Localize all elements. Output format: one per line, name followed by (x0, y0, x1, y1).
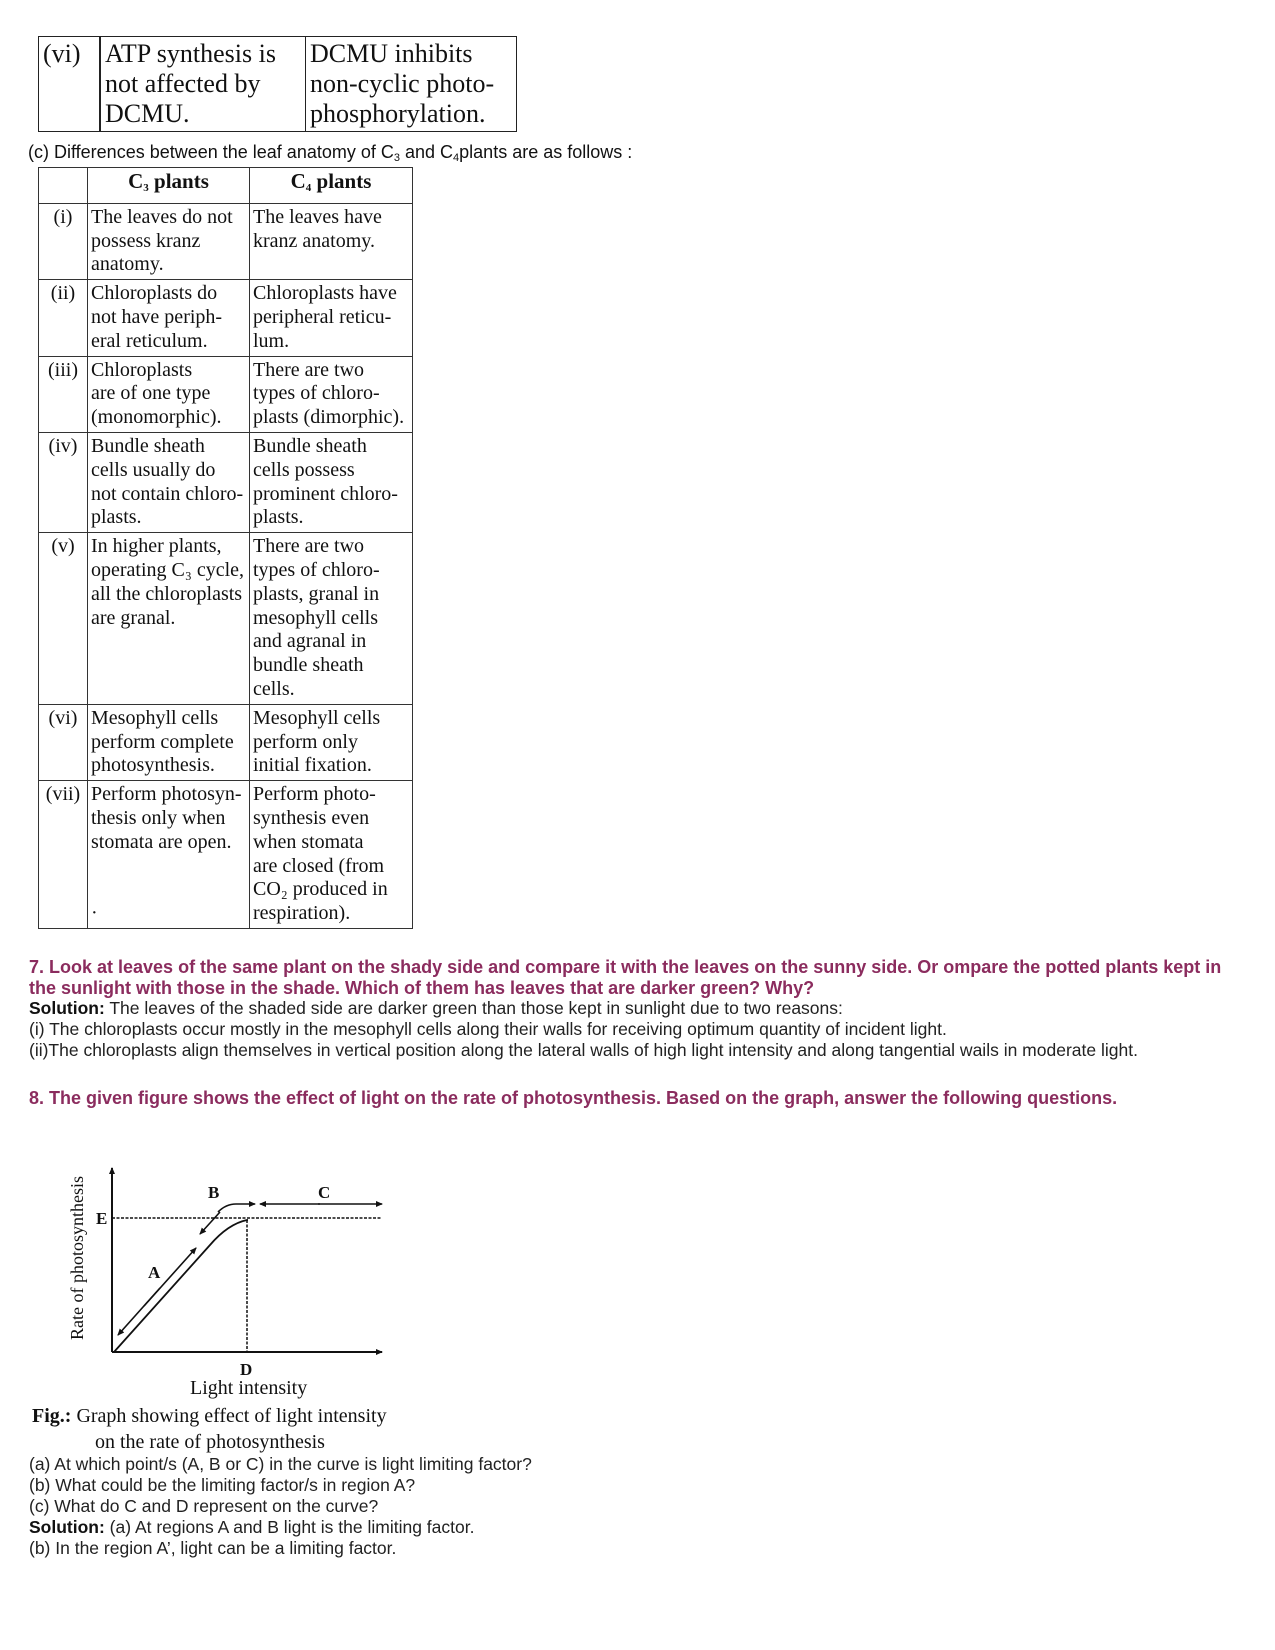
label-c: C (318, 1183, 331, 1202)
cell-line: synthesis even (253, 806, 370, 829)
header-text: C (128, 169, 144, 193)
intro-text: plants are as follows : (459, 142, 633, 162)
header-c4-plants (250, 168, 413, 204)
row-number: (v) (39, 533, 88, 705)
cell-line: thesis only when (91, 806, 226, 829)
top-table-continuation (38, 36, 517, 132)
solution-text: The leaves of the shaded side are darker green than those kept in sunlight due to two reasons: (104, 998, 843, 1018)
table-row (39, 781, 413, 929)
row-number: (iv) (39, 432, 88, 532)
cell-line: all the chloroplasts (91, 582, 243, 605)
cell-line: and agranal in (253, 630, 367, 653)
cell-line: mesophyll cells (253, 606, 378, 629)
c3-cell (88, 533, 250, 705)
section-c-intro (28, 142, 632, 164)
row-number: (ii) (39, 280, 88, 356)
cell-line: Bundle sheath (91, 434, 205, 457)
cell-line: possess kranz (91, 229, 201, 252)
c3-cell (88, 356, 250, 432)
cell-line: The leaves have (253, 205, 382, 228)
cell-line: are closed (from (253, 854, 385, 877)
c4-cell (250, 432, 413, 532)
light-intensity-graph (60, 1140, 400, 1380)
cell-line: initial fixation. (253, 754, 372, 777)
cell-line: kranz anatomy. (253, 229, 375, 252)
cell-line: stomata are open. (91, 830, 232, 853)
cell-line: not have periph- (91, 305, 223, 328)
cell-line: types of chloro- (253, 558, 380, 581)
header-text: C (290, 169, 306, 193)
intro-text: and C (399, 142, 454, 162)
cell-line: There are two (253, 358, 365, 381)
table-row (39, 356, 413, 432)
caption-text: Graph showing effect of light intensity (71, 1405, 387, 1427)
c3-cell (88, 781, 250, 929)
cell-line: In higher plants, (91, 535, 222, 558)
cell-line: cells usually do (91, 458, 216, 481)
caption-bold: Fig.: (32, 1405, 72, 1427)
cell-line: The leaves do not (91, 205, 233, 228)
cell-line: phosphorylation. (310, 99, 486, 128)
table-row (39, 203, 413, 279)
cell-line: Chloroplasts do (91, 282, 218, 305)
c3-cell (88, 280, 250, 356)
cell-line (91, 878, 246, 902)
cell-line: Mesophyll cells (253, 706, 381, 729)
cell-line: perform complete (91, 730, 234, 753)
c4-cell (250, 203, 413, 279)
cell-line: plasts, granal in (253, 582, 380, 605)
cell-line: Chloroplasts have (253, 282, 397, 305)
c4-cell (250, 356, 413, 432)
question-8-solution-a (29, 1517, 474, 1538)
question-7-reason-2: (ii)The chloroplasts align themselves in vertical position along the lateral walls of high light intensity and along tangential wails in moderate light. (29, 1040, 1138, 1060)
cell-line: DCMU. (105, 99, 190, 128)
c4-cell (306, 37, 517, 132)
question-7-line-2: the sunlight with those in the shade. Which of them has leaves that are darker green? Why? (29, 978, 815, 998)
cell-line: eral reticulum. (91, 329, 208, 352)
c4-cell (250, 704, 413, 780)
c4-cell (250, 280, 413, 356)
cell-line (91, 855, 246, 879)
c3-c4-comparison-table (38, 167, 413, 929)
header-c3-plants (88, 168, 250, 204)
cell-line: when stomata (253, 830, 364, 853)
subscript: 3 (393, 152, 400, 164)
row-number: (vi) (39, 704, 88, 780)
cell-line: not affected by (105, 69, 261, 98)
cell-line: There are two (253, 535, 365, 558)
cell-line: CO₂ produced in (253, 878, 388, 901)
solution-label: Solution: (29, 998, 105, 1018)
table-row (39, 704, 413, 780)
subscript: 4 (305, 182, 312, 194)
solution-label: Solution: (29, 1517, 105, 1537)
cell-line: plasts. (253, 506, 304, 529)
intro-text: (c) Differences between the leaf anatomy of C (28, 142, 394, 162)
rate-curve (114, 1220, 248, 1352)
x-axis-label: Light intensity (190, 1377, 308, 1399)
cell-line: Perform photosyn- (91, 783, 242, 806)
cell-line: prominent chloro- (253, 482, 398, 505)
cell-line: photosynthesis. (91, 754, 215, 777)
table-row (39, 432, 413, 532)
cell-line: Perform photo- (253, 783, 376, 806)
cell-line: peripheral reticu- (253, 305, 392, 328)
cell-line: cells possess (253, 458, 355, 481)
cell-line: are granal. (91, 606, 176, 629)
row-number: (vi) (39, 37, 101, 132)
cell-line: are of one type (91, 382, 211, 405)
cell-line: ATP synthesis is (105, 39, 276, 68)
table-header-row (39, 168, 413, 204)
cell-line: Chloroplasts (91, 358, 193, 381)
question-8-b: (b) What could be the limiting factor/s in region A? (29, 1475, 416, 1495)
cell-line: plasts. (91, 506, 142, 529)
row-number: (i) (39, 203, 88, 279)
question-7-reason-1: (i) The chloroplasts occur mostly in the mesophyll cells along their walls for receiving optimum quantity of incident light. (29, 1019, 947, 1039)
c3-cell (88, 704, 250, 780)
table-row (39, 37, 517, 132)
header-text: plants (311, 169, 372, 193)
cell-line: (monomorphic). (91, 406, 222, 429)
cell-line: operating C₃ cycle, (91, 558, 245, 581)
cell-line: anatomy. (91, 253, 164, 276)
cell-line: perform only (253, 730, 358, 753)
question-7-line-1: 7. Look at leaves of the same plant on the shady side and compare it with the leaves on the sunny side. Or ompare the potted plants kept in (29, 957, 1222, 977)
question-8-solution-b: (b) In the region A’, light can be a limiting factor. (29, 1538, 397, 1558)
subscript: 3 (143, 182, 149, 194)
label-d: D (240, 1360, 253, 1379)
c3-cell (88, 432, 250, 532)
table-row (39, 280, 413, 356)
cell-line: types of chloro- (253, 382, 380, 405)
figure-caption-line-2: on the rate of photosynthesis (95, 1431, 325, 1453)
solution-text: (a) At regions A and B light is the limiting factor. (104, 1517, 475, 1537)
comparison-table-body (39, 203, 413, 928)
header-text: plants (148, 169, 209, 193)
row-number: (iii) (39, 356, 88, 432)
c3-cell (88, 203, 250, 279)
y-axis-label: Rate of photosynthesis (67, 1176, 87, 1340)
label-a: A (148, 1263, 161, 1282)
cell-line: DCMU inhibits (310, 39, 473, 68)
region-b-arrow-down (200, 1212, 220, 1234)
question-7-solution (29, 998, 843, 1019)
question-8-title: 8. The given figure shows the effect of light on the rate of photosynthesis. Based on the graph, answer the following questions. (29, 1088, 1118, 1108)
cell-line: plasts (dimorphic). (253, 406, 405, 429)
c4-cell (250, 533, 413, 705)
cell-line: not contain chloro- (91, 482, 244, 505)
cell-line: respiration). (253, 902, 351, 925)
cell-line: lum. (253, 329, 290, 352)
cell-line: Mesophyll cells (91, 706, 219, 729)
region-b-arrow-right (218, 1204, 255, 1212)
c4-cell (250, 781, 413, 929)
cell-line: cells. (253, 677, 295, 700)
label-e: E (96, 1209, 108, 1228)
cell-line: · (91, 902, 98, 925)
question-8-c: (c) What do C and D represent on the curve? (29, 1496, 379, 1516)
subscript: 4 (453, 152, 460, 164)
cell-line: non-cyclic photo- (310, 69, 495, 98)
header-empty (39, 168, 88, 204)
figure-caption-line-1 (32, 1405, 387, 1428)
cell-line: Bundle sheath (253, 434, 367, 457)
c3-cell (100, 37, 306, 132)
cell-line: bundle sheath (253, 654, 364, 677)
row-number: (vii) (39, 781, 88, 929)
table-row (39, 533, 413, 705)
question-8-a: (a) At which point/s (A, B or C) in the curve is light limiting factor? (29, 1454, 532, 1474)
label-b: B (208, 1183, 220, 1202)
